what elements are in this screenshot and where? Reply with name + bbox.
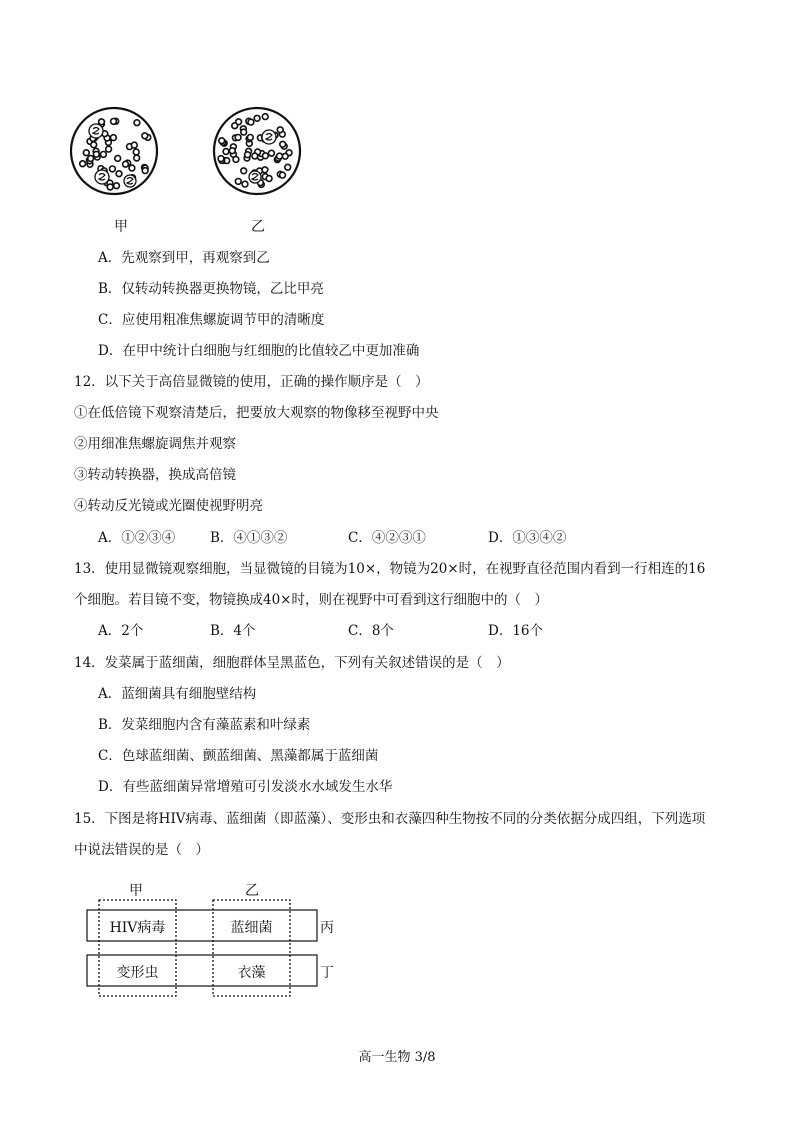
red-blood-cell xyxy=(93,151,99,157)
q11-option-c: C．应使用粗准焦螺旋调节甲的清晰度 xyxy=(98,312,325,328)
red-blood-cell xyxy=(83,150,89,156)
red-blood-cell xyxy=(254,115,260,121)
classification-diagram-lines xyxy=(86,880,346,1000)
red-blood-cell xyxy=(277,153,283,159)
red-blood-cell xyxy=(116,171,122,177)
q15-stem-line1: 15．下图是将HIV病毒、蓝细菌（即蓝藻）、变形虫和衣藻四种生物按不同的分类依据分成四组，下列选项 xyxy=(74,811,706,827)
q12-step-2: ②用细准焦螺旋调焦并观察 xyxy=(74,436,236,452)
red-blood-cell xyxy=(285,164,291,170)
red-blood-cell xyxy=(241,168,247,174)
q13-option-b: B．4个 xyxy=(210,623,256,639)
page-footer: 高一生物 3/8 xyxy=(358,1050,436,1065)
red-blood-cell xyxy=(142,133,148,139)
q12-option-d: D．①③④② xyxy=(488,530,567,546)
red-blood-cell xyxy=(88,156,94,162)
red-blood-cell xyxy=(107,184,113,190)
q14-option-a: A．蓝细菌具有细胞壁结构 xyxy=(98,686,257,702)
q14-option-b: B．发菜细胞内含有藻蓝素和叶绿素 xyxy=(98,717,311,733)
q12-step-4: ④转动反光镜或光圈使视野明亮 xyxy=(74,498,263,514)
red-blood-cell xyxy=(101,152,107,158)
row-label-bing: 丙 xyxy=(320,920,334,936)
red-blood-cell xyxy=(134,120,140,126)
red-blood-cell xyxy=(218,156,224,162)
red-blood-cell xyxy=(263,153,269,159)
q11-option-a: A．先观察到甲，再观察到乙 xyxy=(98,250,270,266)
q13-stem-line1: 13．使用显微镜观察细胞，当显微镜的目镜为10×，物镜为20×时，在视野直径范围内看到一行相连的16 xyxy=(74,561,706,577)
field-of-view-yi xyxy=(214,108,300,194)
red-blood-cell xyxy=(269,150,275,156)
red-blood-cell xyxy=(235,135,241,141)
q12-step-1: ①在低倍镜下观察清楚后，把要放大观察的物像移至视野中央 xyxy=(74,405,439,421)
red-blood-cell xyxy=(219,138,225,144)
red-blood-cell xyxy=(142,168,148,174)
red-blood-cell xyxy=(91,142,97,148)
q12-step-3: ③转动转换器，换成高倍镜 xyxy=(74,467,236,483)
red-blood-cell xyxy=(110,166,116,172)
cell-amoeba: 变形虫 xyxy=(116,965,159,981)
red-blood-cell xyxy=(241,129,247,135)
red-blood-cell xyxy=(232,123,238,129)
red-blood-cell xyxy=(80,161,86,167)
q12-stem: 12．以下关于高倍显微镜的使用，正确的操作顺序是（ ） xyxy=(74,374,429,390)
red-blood-cell xyxy=(242,181,248,187)
classification-diagram xyxy=(86,880,346,1000)
q13-stem-line2: 个细胞。若目镜不变，物镜换成40×时，则在视野中可看到这行细胞中的（ ） xyxy=(74,592,548,608)
red-blood-cell xyxy=(99,119,105,125)
q14-option-c: C．色球蓝细菌、颤蓝细菌、黑藻都属于蓝细菌 xyxy=(98,748,379,764)
red-blood-cell xyxy=(114,183,120,189)
red-blood-cell xyxy=(111,135,117,141)
q12-option-a: A．①②③④ xyxy=(98,530,176,546)
red-blood-cell xyxy=(280,141,286,147)
figure-label-yi: 乙 xyxy=(251,219,265,235)
q13-options xyxy=(98,622,658,640)
red-blood-cell xyxy=(115,156,121,162)
q13-option-a: A．2个 xyxy=(98,623,144,639)
red-blood-cell xyxy=(129,165,135,171)
q15-stem-line2: 中说法错误的是（ ） xyxy=(74,842,209,858)
q14-option-d: D．有些蓝细菌异常增殖可引发淡水水域发生水华 xyxy=(98,779,393,795)
row-label-ding: 丁 xyxy=(320,965,334,981)
red-blood-cell xyxy=(266,176,272,182)
red-blood-cell xyxy=(123,161,129,167)
q13-option-c: C．8个 xyxy=(348,623,394,639)
red-blood-cell xyxy=(252,153,258,159)
red-blood-cell xyxy=(248,119,254,125)
q13-option-d: D．16个 xyxy=(488,623,544,639)
red-blood-cell xyxy=(229,148,235,154)
red-blood-cell xyxy=(262,114,268,120)
q11-option-b: B．仅转动转换器更换物镜，乙比甲亮 xyxy=(98,281,324,297)
col-label-yi: 乙 xyxy=(245,883,259,899)
red-blood-cell xyxy=(233,157,239,163)
red-blood-cell xyxy=(262,167,268,173)
q12-options xyxy=(98,529,658,547)
red-blood-cell xyxy=(247,135,253,141)
red-blood-cell xyxy=(111,119,117,125)
cell-cyanobacteria: 蓝细菌 xyxy=(230,920,273,936)
red-blood-cell xyxy=(134,155,140,161)
q14-stem: 14．发菜属于蓝细菌，细胞群体呈黑蓝色，下列有关叙述错误的是（ ） xyxy=(74,655,510,671)
cell-hiv-virus: HIV病毒 xyxy=(109,920,166,936)
q11-option-d: D．在甲中统计白细胞与红细胞的比值较乙中更加准确 xyxy=(98,343,420,359)
field-of-view-jia xyxy=(71,108,157,194)
figure-label-jia: 甲 xyxy=(114,219,128,235)
red-blood-cell xyxy=(235,179,241,185)
red-blood-cell xyxy=(277,127,283,133)
q12-option-b: B．④①③② xyxy=(210,530,288,546)
red-blood-cell xyxy=(131,142,137,148)
red-blood-cell xyxy=(223,149,229,155)
col-label-jia: 甲 xyxy=(129,883,143,899)
red-blood-cell xyxy=(106,146,112,152)
q12-option-c: C．④②③① xyxy=(348,530,426,546)
red-blood-cell xyxy=(280,172,286,178)
red-blood-cell xyxy=(245,152,251,158)
red-blood-cell xyxy=(133,149,139,155)
cell-chlamydomonas: 衣藻 xyxy=(237,965,266,981)
microscope-views-figure xyxy=(70,105,310,205)
